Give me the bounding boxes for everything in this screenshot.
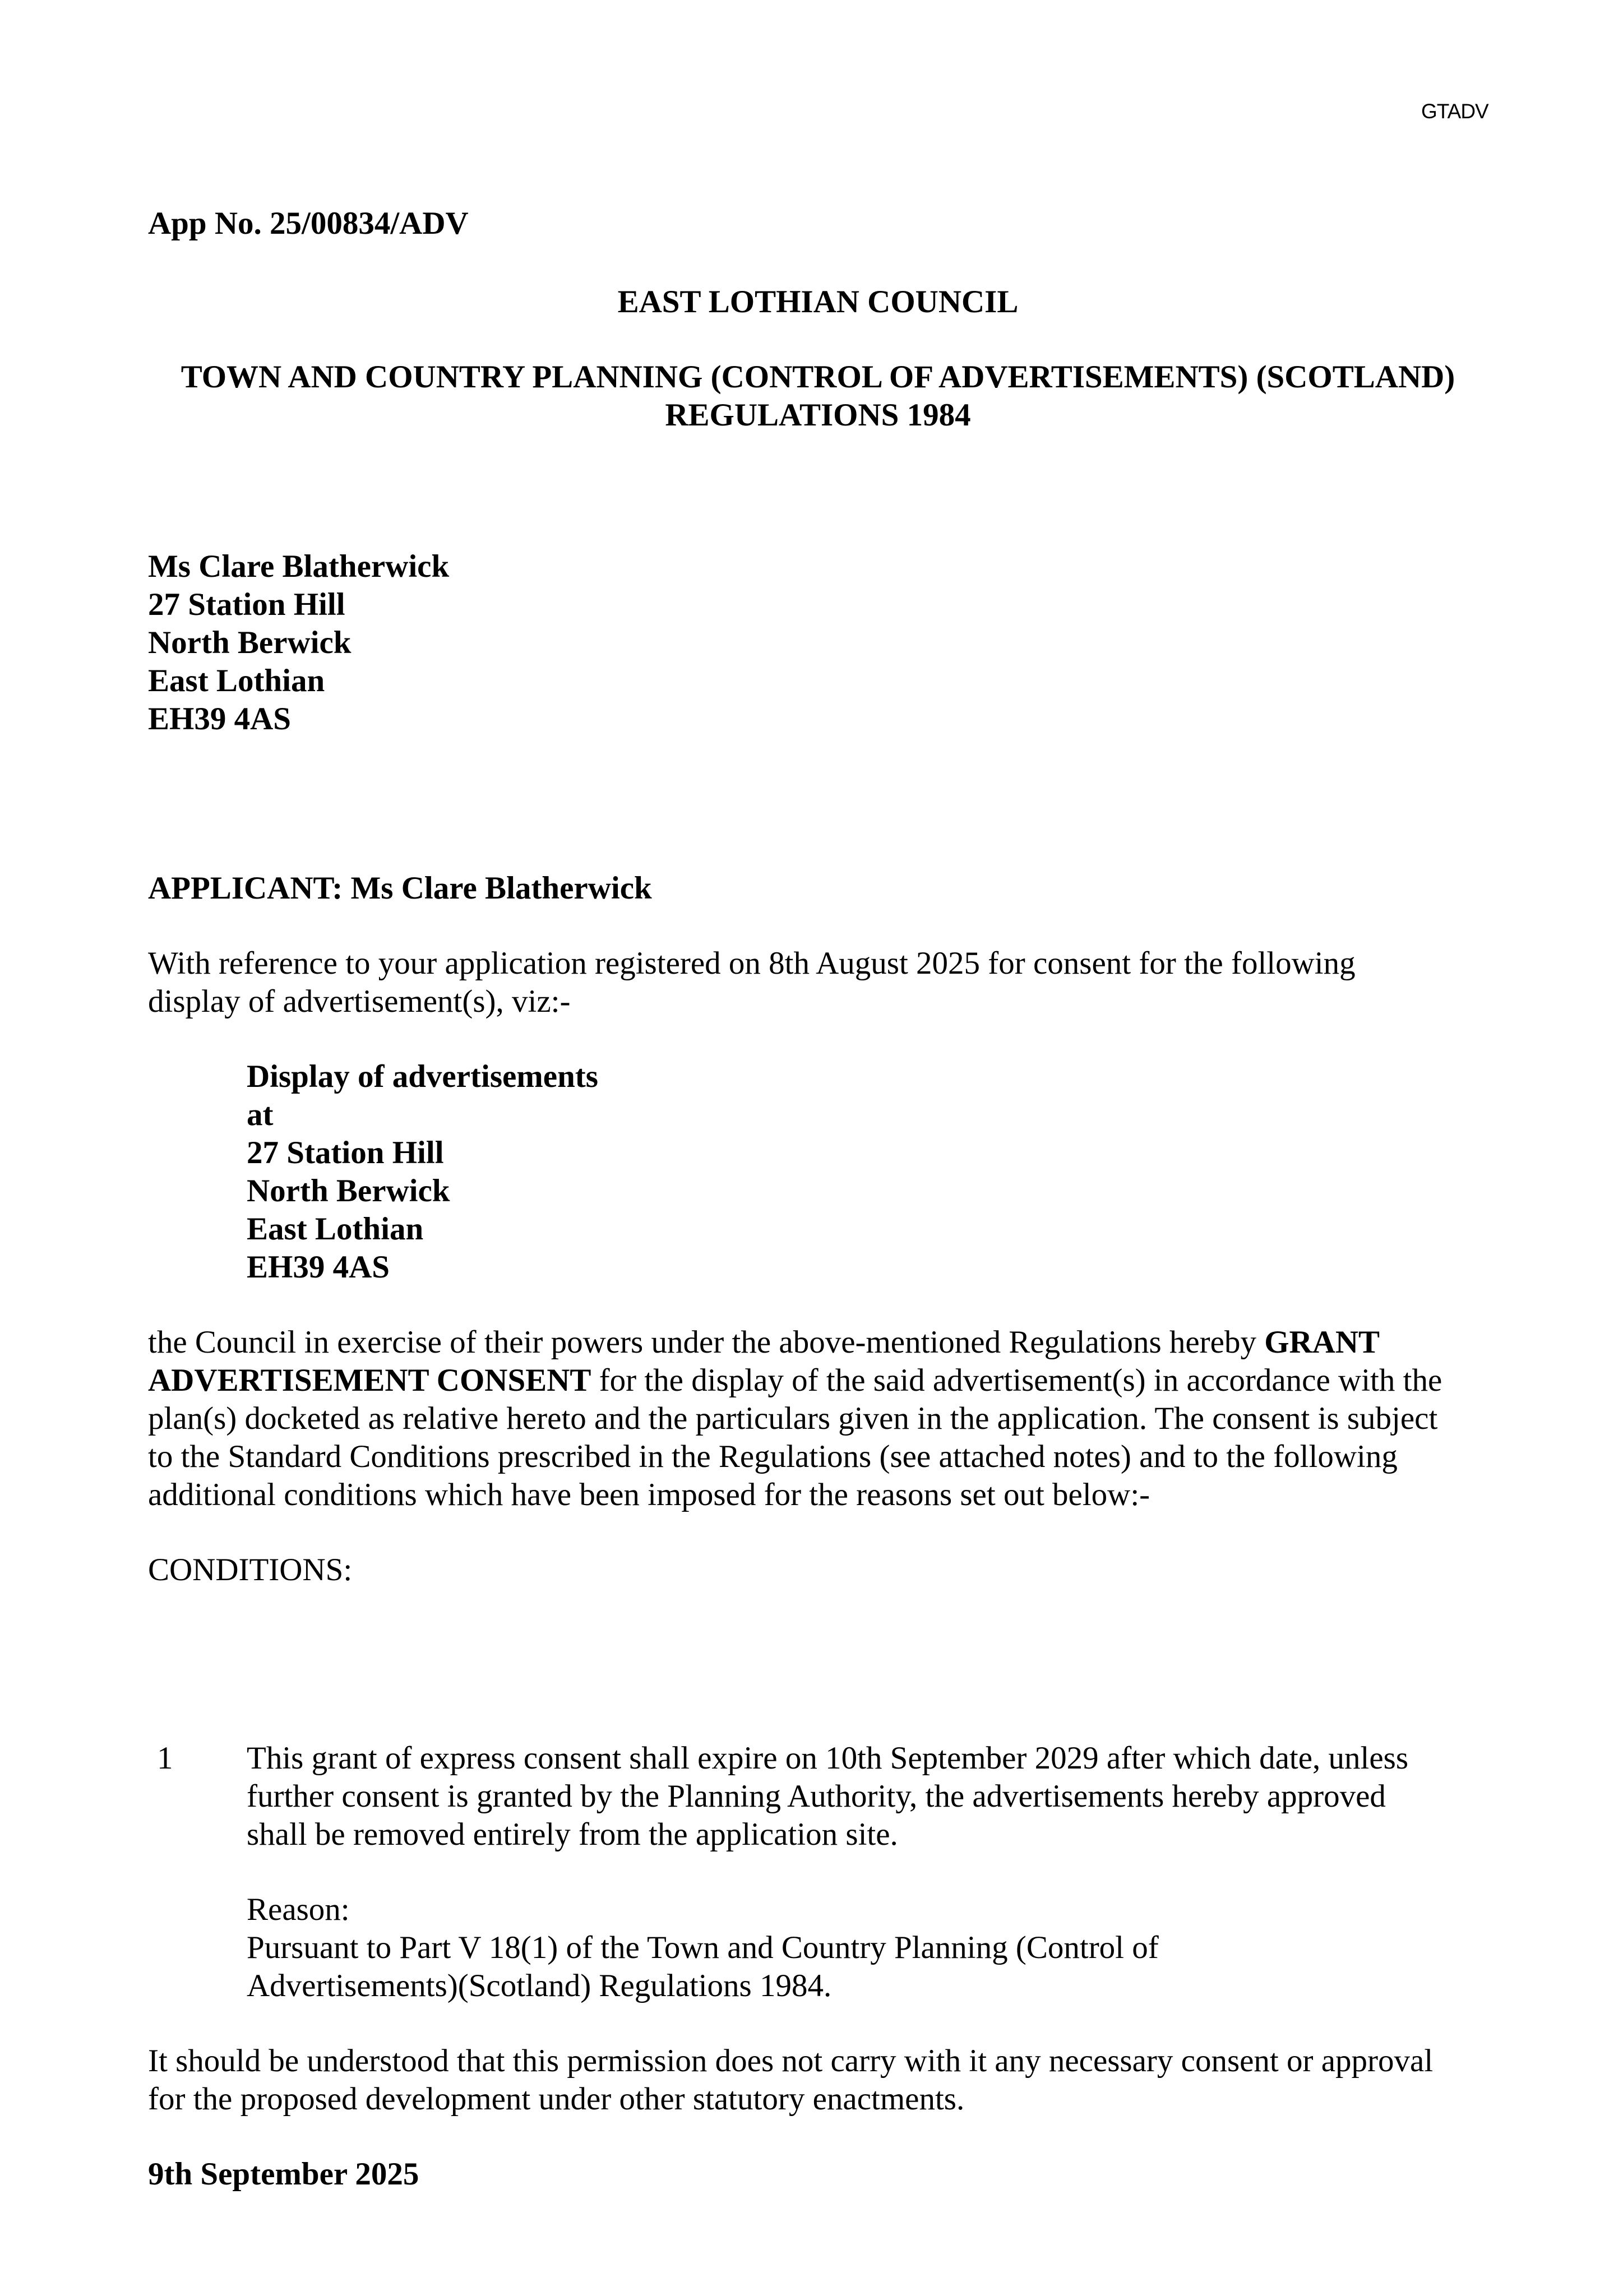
condition-reason bbox=[247, 1891, 1488, 2005]
regulations-title bbox=[148, 358, 1488, 434]
condition-text-line-3: shall be removed entirely from the application site. bbox=[247, 1817, 898, 1852]
condition-item bbox=[148, 1739, 1488, 2005]
intro-line-2: display of advertisement(s), viz:- bbox=[148, 984, 571, 1019]
applicant-line: APPLICANT: Ms Clare Blatherwick bbox=[148, 871, 652, 906]
reason-label: Reason: bbox=[247, 1892, 350, 1927]
intro-line-1: With reference to your application registered on 8th August 2025 for consent for the following bbox=[148, 946, 1356, 981]
grant-line-1-text: the Council in exercise of their powers under the above-mentioned Regulations hereby bbox=[148, 1325, 1265, 1360]
proposal-description: Display of advertisements bbox=[247, 1059, 598, 1094]
intro-paragraph bbox=[148, 945, 1488, 1021]
conditions-heading: CONDITIONS: bbox=[148, 1552, 353, 1587]
statutory-note bbox=[148, 2042, 1488, 2118]
grant-keyword: GRANT bbox=[1264, 1325, 1380, 1360]
grant-line-2 bbox=[148, 1362, 1488, 1400]
regulations-title-line-1: TOWN AND COUNTRY PLANNING (CONTROL OF ADVERTISEMENTS) (SCOTLAND) bbox=[181, 359, 1455, 395]
addressee-postcode: EH39 4AS bbox=[148, 701, 291, 737]
form-reference-code: GTADV bbox=[1421, 100, 1488, 123]
condition-text-line-2: further consent is granted by the Planning Authority, the advertisements hereby approved bbox=[247, 1779, 1386, 1814]
condition-text bbox=[247, 1739, 1488, 1854]
proposal-block bbox=[247, 1058, 1488, 1286]
addressee-block bbox=[148, 548, 1488, 738]
addressee-region: East Lothian bbox=[148, 663, 325, 698]
addressee-town: North Berwick bbox=[148, 625, 352, 660]
grant-line-3: plan(s) docketed as relative hereto and the particulars given in the application. The consent is subject bbox=[148, 1401, 1438, 1436]
proposal-at: at bbox=[247, 1097, 274, 1132]
proposal-region: East Lothian bbox=[247, 1211, 424, 1247]
grant-line-1 bbox=[148, 1323, 1488, 1362]
decision-date: 9th September 2025 bbox=[148, 2156, 419, 2192]
document-body bbox=[148, 205, 1488, 2193]
grant-line-5: additional conditions which have been imposed for the reasons set out below:- bbox=[148, 1477, 1150, 1512]
application-number: App No. 25/00834/ADV bbox=[148, 206, 469, 241]
proposal-postcode: EH39 4AS bbox=[247, 1249, 390, 1285]
council-name: EAST LOTHIAN COUNCIL bbox=[617, 284, 1019, 320]
grant-line-4: to the Standard Conditions prescribed in the Regulations (see attached notes) and to the following bbox=[148, 1439, 1398, 1474]
addressee-street: 27 Station Hill bbox=[148, 587, 345, 622]
condition-number: 1 bbox=[157, 1740, 173, 1776]
addressee-name: Ms Clare Blatherwick bbox=[148, 549, 450, 584]
advertisement-consent-keyword: ADVERTISEMENT CONSENT bbox=[148, 1363, 591, 1398]
condition-text-line-1: This grant of express consent shall expire on 10th September 2029 after which date, unless bbox=[247, 1740, 1409, 1776]
note-line-1: It should be understood that this permission does not carry with it any necessary consent or approval bbox=[148, 2043, 1434, 2079]
regulations-title-line-2: REGULATIONS 1984 bbox=[665, 397, 971, 433]
reason-line-1: Pursuant to Part V 18(1) of the Town and Country Planning (Control of bbox=[247, 1930, 1159, 1965]
grant-paragraph bbox=[148, 1323, 1488, 1514]
note-line-2: for the proposed development under other statutory enactments. bbox=[148, 2081, 965, 2117]
grant-line-2-text: for the display of the said advertisement(s) in accordance with the bbox=[591, 1363, 1442, 1398]
proposal-town: North Berwick bbox=[247, 1173, 450, 1209]
proposal-street: 27 Station Hill bbox=[247, 1135, 444, 1170]
reason-line-2: Advertisements)(Scotland) Regulations 1984. bbox=[247, 1968, 832, 2003]
